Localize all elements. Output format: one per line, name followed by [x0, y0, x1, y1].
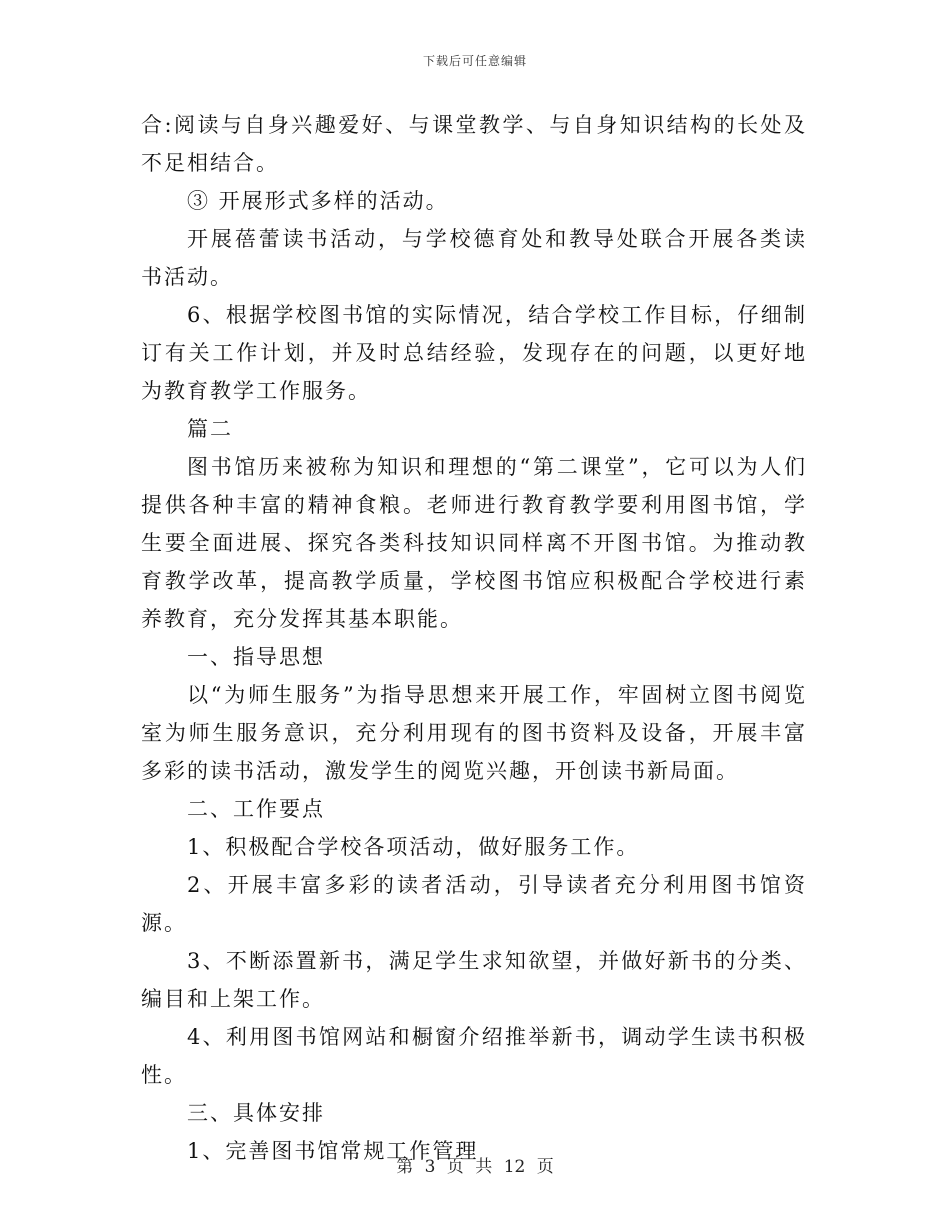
- paragraph-2: ③ 开展形式多样的活动。: [187, 189, 449, 213]
- paragraph-intro: 图书馆历来被称为知识和理想的“第二课堂”，它可以为人们提供各种丰富的精神食粮。老师进行教育教学要利用图书馆，学生要全面进展、探究各类科技知识同样离不开图书馆。为推动教育教学改革，提高教学质量，学校图书馆应积极配合学校进行素养教育，充分发挥其基本职能。: [141, 455, 807, 631]
- paragraph-4: 6、根据学校图书馆的实际情况，结合学校工作目标，仔细制订有关工作计划，并及时总结经验，发现存在的问题，以更好地为教育教学工作服务。: [141, 303, 807, 403]
- section-heading-part-two: 篇二: [187, 417, 233, 441]
- page-number-footer: 第 3 页 共 12 页: [396, 1157, 554, 1177]
- paragraph-guiding-ideology: 以“为师生服务”为指导思想来开展工作，牢固树立图书阅览室为师生服务意识，充分利用现有的图书资料及设备，开展丰富多彩的读书活动，激发学生的阅览兴趣，开创读书新局面。: [141, 683, 807, 783]
- section-heading-work-points: 二、工作要点: [187, 797, 325, 821]
- work-point-3: 3、不断添置新书，满足学生求知欲望，并做好新书的分类、编目和上架工作。: [141, 949, 807, 1011]
- page-header-note: 下载后可任意编辑: [422, 54, 527, 68]
- section-heading-arrangements: 三、具体安排: [187, 1101, 325, 1125]
- paragraph-1: 合:阅读与自身兴趣爱好、与课堂教学、与自身知识结构的长处及不足相结合。: [141, 113, 807, 175]
- paragraph-3: 开展蓓蕾读书活动，与学校德育处和教导处联合开展各类读书活动。: [141, 227, 807, 289]
- work-point-4: 4、利用图书馆网站和橱窗介绍推举新书，调动学生读书积极性。: [141, 1025, 807, 1087]
- arrangement-item-1: 1、完善图书馆常规工作管理: [187, 1139, 479, 1163]
- document-body: [141, 106, 807, 1170]
- work-point-2: 2、开展丰富多彩的读者活动，引导读者充分利用图书馆资源。: [141, 873, 807, 935]
- section-heading-guiding-ideology: 一、指导思想: [187, 645, 325, 669]
- work-point-1: 1、积极配合学校各项活动，做好服务工作。: [187, 835, 640, 859]
